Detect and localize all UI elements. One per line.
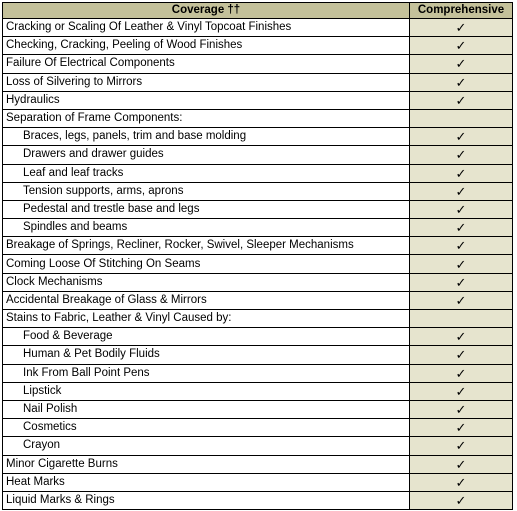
comprehensive-cell [410,255,513,273]
coverage-item-label: Breakage of Springs, Recliner, Rocker, Swivel, Sleeper Mechanisms [3,237,410,255]
sub-item-label: Drawers and drawer guides [3,146,410,164]
coverage-item-label: Failure Of Electrical Components [3,55,410,73]
coverage-item-label: Cracking or Scaling Of Leather & Vinyl Topcoat Finishes [3,19,410,37]
checkmark-icon: ✓ [455,438,467,454]
checkmark-icon: ✓ [455,329,467,345]
sub-item-label: Spindles and beams [3,219,410,237]
table-row [3,164,513,182]
table-row [3,255,513,273]
table-row [3,109,513,127]
coverage-item-label: Coming Loose Of Stitching On Seams [3,255,410,273]
checkmark-icon: ✓ [455,292,467,308]
comprehensive-cell [410,473,513,491]
comprehensive-cell [410,109,513,127]
checkmark-icon: ✓ [455,365,467,381]
table-row [3,310,513,328]
table-row [3,91,513,109]
sub-item-label: Food & Beverage [3,328,410,346]
checkmark-icon: ✓ [455,92,467,108]
table-row [3,400,513,418]
coverage-item-label: Separation of Frame Components: [3,109,410,127]
table-row [3,128,513,146]
coverage-item-label: Accidental Breakage of Glass & Mirrors [3,291,410,309]
comprehensive-cell [410,419,513,437]
checkmark-icon: ✓ [455,347,467,363]
sub-item-label: Cosmetics [3,419,410,437]
coverage-item-label: Loss of Silvering to Mirrors [3,73,410,91]
table-row [3,37,513,55]
sub-item-label: Pedestal and trestle base and legs [3,200,410,218]
table-row [3,491,513,509]
table-row [3,473,513,491]
comprehensive-cell [410,291,513,309]
checkmark-icon: ✓ [455,238,467,254]
comprehensive-cell [410,491,513,509]
comprehensive-cell [410,219,513,237]
checkmark-icon: ✓ [455,20,467,36]
checkmark-icon: ✓ [455,474,467,490]
coverage-header: Coverage †† [3,3,410,19]
checkmark-icon: ✓ [455,201,467,217]
comprehensive-cell [410,146,513,164]
checkmark-icon: ✓ [455,256,467,272]
checkmark-icon: ✓ [455,420,467,436]
comprehensive-cell [410,237,513,255]
table-row [3,364,513,382]
sub-item-label: Nail Polish [3,400,410,418]
comprehensive-cell [410,128,513,146]
table-row [3,346,513,364]
checkmark-icon: ✓ [455,183,467,199]
coverage-body [3,19,513,510]
comprehensive-cell [410,400,513,418]
coverage-item-label: Hydraulics [3,91,410,109]
comprehensive-cell [410,364,513,382]
table-row [3,73,513,91]
sub-item-label: Human & Pet Bodily Fluids [3,346,410,364]
coverage-item-label: Heat Marks [3,473,410,491]
checkmark-icon: ✓ [455,402,467,418]
coverage-table [2,2,513,510]
comprehensive-cell [410,55,513,73]
checkmark-icon: ✓ [455,147,467,163]
table-row [3,237,513,255]
table-row [3,328,513,346]
checkmark-icon: ✓ [455,129,467,145]
table-row [3,200,513,218]
table-row [3,146,513,164]
checkmark-icon: ✓ [455,383,467,399]
comprehensive-cell [410,382,513,400]
checkmark-icon: ✓ [455,220,467,236]
comprehensive-cell [410,200,513,218]
comprehensive-cell [410,73,513,91]
checkmark-icon: ✓ [455,38,467,54]
comprehensive-cell [410,19,513,37]
sub-item-label: Tension supports, arms, aprons [3,182,410,200]
comprehensive-cell [410,37,513,55]
coverage-item-label: Checking, Cracking, Peeling of Wood Finishes [3,37,410,55]
table-row [3,382,513,400]
comprehensive-cell [410,182,513,200]
checkmark-icon: ✓ [455,74,467,90]
comprehensive-cell [410,437,513,455]
table-row [3,182,513,200]
checkmark-icon: ✓ [455,56,467,72]
table-row [3,419,513,437]
checkmark-icon: ✓ [455,492,467,508]
table-row [3,19,513,37]
comprehensive-cell [410,328,513,346]
table-row [3,291,513,309]
coverage-item-label: Stains to Fabric, Leather & Vinyl Caused by: [3,310,410,328]
comprehensive-cell [410,91,513,109]
coverage-item-label: Clock Mechanisms [3,273,410,291]
coverage-item-label: Liquid Marks & Rings [3,491,410,509]
table-row [3,55,513,73]
checkmark-icon: ✓ [455,456,467,472]
checkmark-icon: ✓ [455,165,467,181]
comprehensive-cell [410,164,513,182]
comprehensive-cell [410,273,513,291]
sub-item-label: Lipstick [3,382,410,400]
sub-item-label: Ink From Ball Point Pens [3,364,410,382]
header-row [3,3,513,19]
checkmark-icon: ✓ [455,274,467,290]
comprehensive-cell [410,455,513,473]
coverage-item-label: Minor Cigarette Burns [3,455,410,473]
table-row [3,273,513,291]
sub-item-label: Crayon [3,437,410,455]
comprehensive-cell [410,310,513,328]
sub-item-label: Braces, legs, panels, trim and base molding [3,128,410,146]
comprehensive-header: Comprehensive [410,3,513,19]
table-row [3,455,513,473]
table-row [3,219,513,237]
sub-item-label: Leaf and leaf tracks [3,164,410,182]
table-row [3,437,513,455]
comprehensive-cell [410,346,513,364]
